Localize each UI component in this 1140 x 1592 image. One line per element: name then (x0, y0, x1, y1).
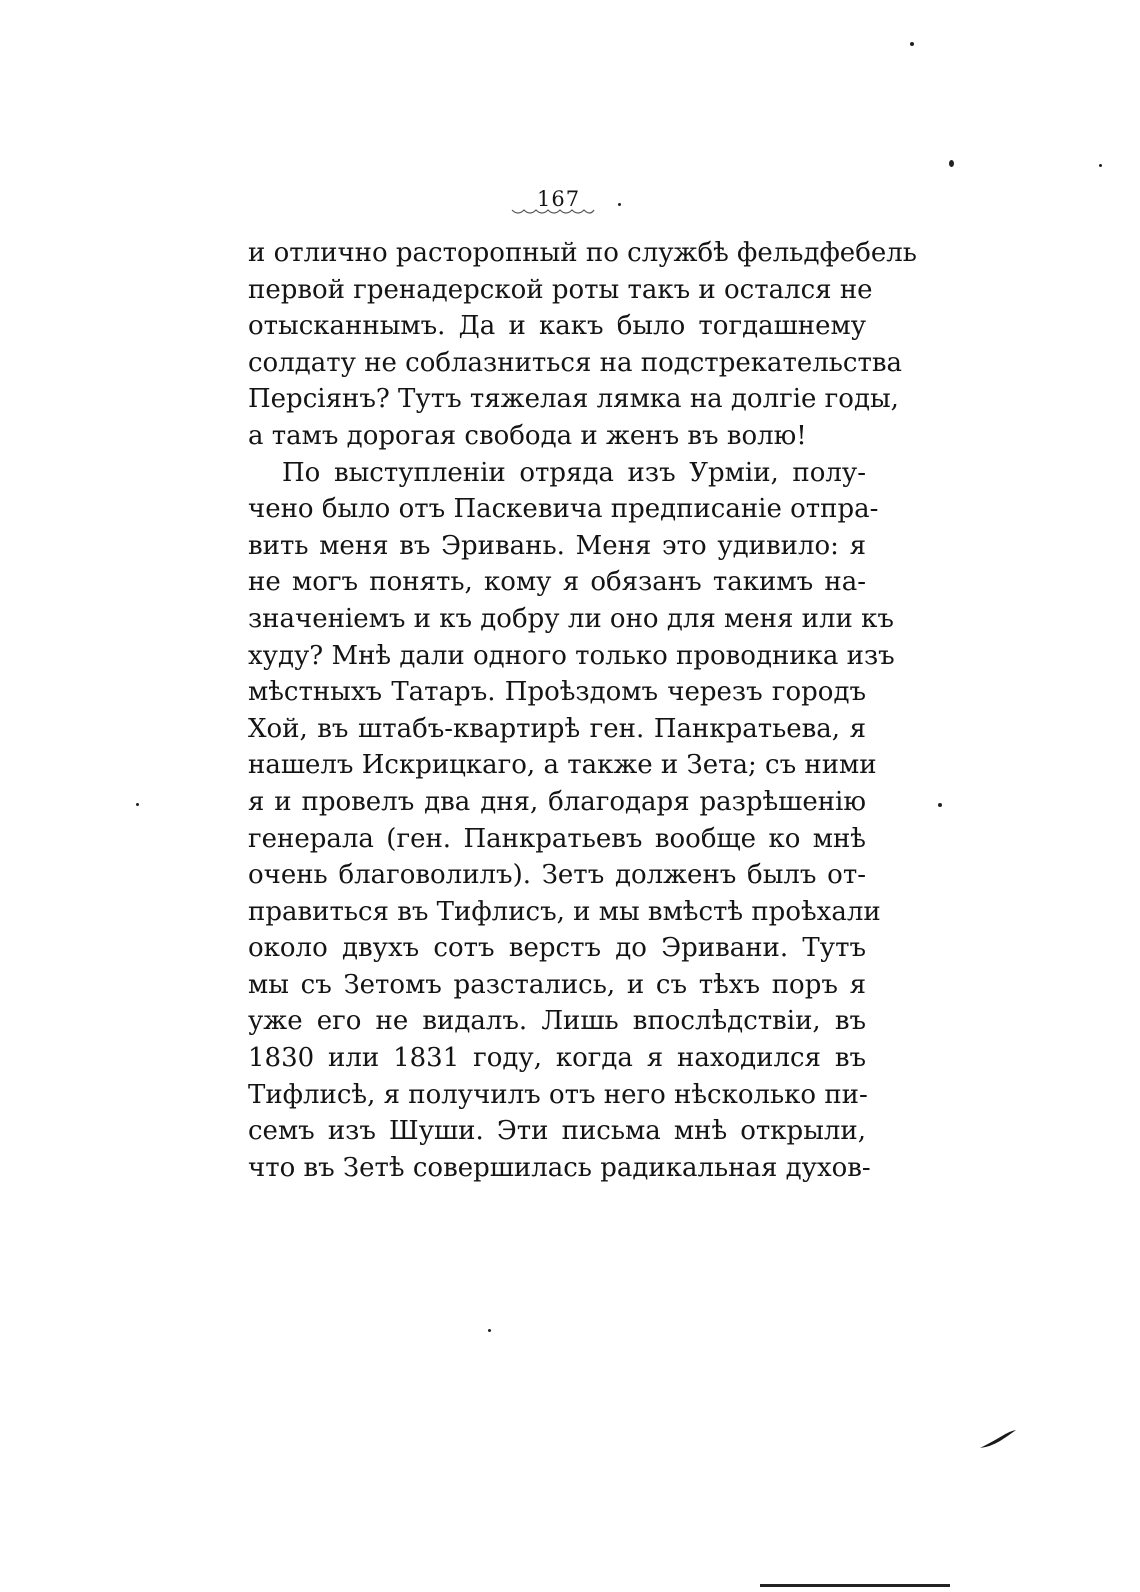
text-line: я и провелъ два дня, благодаря разрѣшенію (248, 786, 866, 817)
text-line: мѣстныхъ Татаръ. Проѣздомъ черезъ городъ (248, 677, 866, 708)
text-line: мы съ Зетомъ разстались, и съ тѣхъ поръ я (248, 969, 866, 1000)
text-line: Хой, въ штабъ-квартирѣ ген. Панкратьева, я (248, 713, 866, 744)
scan-speck (488, 1329, 491, 1332)
scan-speck (949, 160, 954, 167)
text-line: не могъ понять, кому я обязанъ такимъ на- (248, 567, 866, 598)
text-line: По выступленіи отряда изъ Урміи, полу- (282, 457, 866, 488)
text-line: очень благоволилъ). Зетъ долженъ былъ от- (248, 860, 866, 891)
scan-speck (1099, 164, 1102, 167)
page-number: 167 (537, 187, 581, 211)
text-line: первой гренадерской роты такъ и остался не (248, 274, 873, 305)
body-text (248, 235, 917, 1186)
text-line: вить меня въ Эривань. Меня это удивило: я (248, 530, 866, 561)
text-line: а тамъ дорогая свобода и женъ въ волю! (248, 420, 807, 451)
text-line: Тифлисѣ, я получилъ отъ него нѣсколько пи- (248, 1079, 868, 1110)
text-line: и отлично расторопный по службѣ фельдфебель (248, 238, 917, 268)
text-line: отысканнымъ. Да и какъ было тогдашнему (248, 311, 866, 342)
scan-speck (618, 203, 621, 206)
page-edge-rule (760, 1584, 950, 1587)
text-line: уже его не видалъ. Лишь впослѣдствіи, въ (248, 1006, 866, 1037)
ink-mark-icon (978, 1428, 1018, 1452)
paragraph-1 (248, 235, 917, 455)
text-line: Персіянъ? Тутъ тяжелая лямка на долгіе годы, (248, 384, 899, 415)
scan-speck (136, 803, 139, 806)
text-line: значеніемъ и къ добру ли оно для меня или къ (248, 603, 894, 634)
text-line: солдату не соблазниться на подстрекательства (248, 347, 902, 378)
paragraph-2 (248, 455, 895, 1187)
text-line: правиться въ Тифлисъ, и мы вмѣстѣ проѣхали (248, 896, 881, 927)
scan-speck (938, 803, 942, 807)
text-line: около двухъ сотъ верстъ до Эривани. Тутъ (248, 933, 866, 964)
text-line: что въ Зетѣ совершилась радикальная духов- (248, 1152, 871, 1183)
header-ornament (510, 207, 596, 217)
text-line: чено было отъ Паскевича предписаніе отпра- (248, 494, 879, 525)
text-line: семъ изъ Шуши. Эти письма мнѣ открыли, (248, 1116, 866, 1147)
text-line: 1830 или 1831 году, когда я находился въ (248, 1043, 866, 1074)
text-line: нашелъ Искрицкаго, а также и Зета; съ ними (248, 750, 877, 781)
text-line: генерала (ген. Панкратьевъ вообще ко мнѣ (248, 823, 866, 854)
scan-speck (910, 42, 914, 46)
text-line: худу? Мнѣ дали одного только проводника изъ (248, 640, 895, 671)
